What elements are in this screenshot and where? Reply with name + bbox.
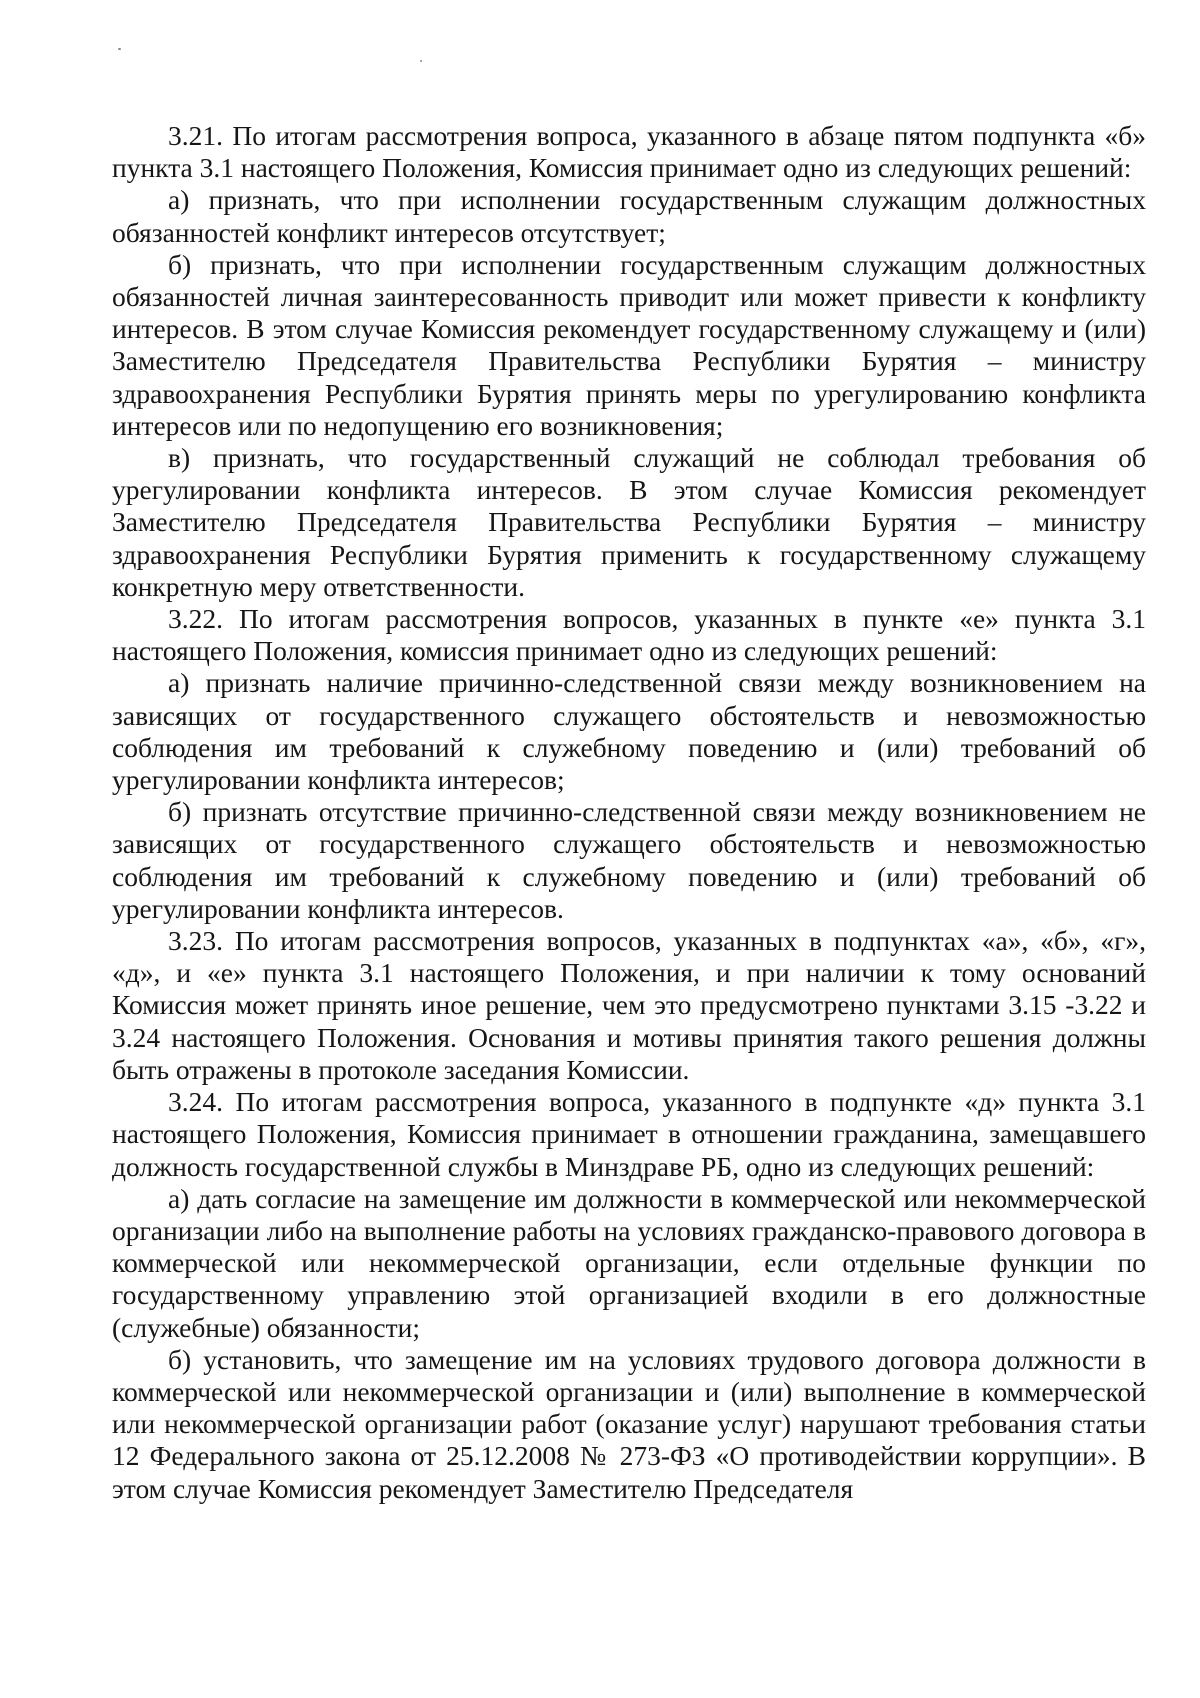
paragraph-3-24: 3.24. По итогам рассмотрения вопроса, указанного в подпункте «д» пункта 3.1 настоящего Положения, Комиссия принимает в отношении гражданина, замещавшего должность государственной службы в Минздраве РБ, одно из следующих решений: bbox=[112, 1086, 1146, 1182]
paragraph-3-22-a: а) признать наличие причинно-следственной связи между возникновением на зависящих от государственного служащего обстоятельств и невозможностью соблюдения им требований к служебному поведению и (или) требований об урегулировании конфликта интересов; bbox=[112, 667, 1146, 796]
scan-speck bbox=[420, 60, 422, 62]
paragraph-3-21-v: в) признать, что государственный служащий не соблюдал требования об урегулировании конфликта интересов. В этом случае Комиссия рекомендует Заместителю Председателя Правительства Республики Бурятия – министру здравоохранения Республики Бурятия применить к государственному служащему конкретную меру ответственности. bbox=[112, 442, 1146, 602]
paragraph-3-21-a: а) признать, что при исполнении государственным служащим должностных обязанностей конфликт интересов отсутствует; bbox=[112, 184, 1146, 248]
paragraph-3-22-b: б) признать отсутствие причинно-следственной связи между возникновением не зависящих от государственного служащего обстоятельств и невозможностью соблюдения им требований к служебному поведению и (или) требований об урегулировании конфликта интересов. bbox=[112, 796, 1146, 924]
scan-speck bbox=[118, 48, 121, 50]
paragraph-3-22: 3.22. По итогам рассмотрения вопросов, указанных в пункте «е» пункта 3.1 настоящего Положения, комиссия принимает одно из следующих решений: bbox=[112, 603, 1146, 667]
paragraph-3-23: 3.23. По итогам рассмотрения вопросов, указанных в подпунктах «а», «б», «г», «д», и «е» пункта 3.1 настоящего Положения, и при наличии к тому оснований Комиссия может принять иное решение, чем это предусмотрено пунктами 3.15 -3.22 и 3.24 настоящего Положения. Основания и мотивы принятия такого решения должны быть отражены в протоколе заседания Комиссии. bbox=[112, 925, 1146, 1085]
document-body bbox=[112, 120, 1146, 1505]
paragraph-3-21: 3.21. По итогам рассмотрения вопроса, указанного в абзаце пятом подпункта «б» пункта 3.1 настоящего Положения, Комиссия принимает одно из следующих решений: bbox=[112, 120, 1146, 184]
paragraph-3-24-a: а) дать согласие на замещение им должности в коммерческой или некоммерческой организации либо на выполнение работы на условиях гражданско-правового договора в коммерческой или некоммерческой организации, если отдельные функции по государственному управлению этой организацией входили в его должностные (служебные) обязанности; bbox=[112, 1182, 1146, 1343]
paragraph-3-24-b: б) установить, что замещение им на условиях трудового договора должности в коммерческой или некоммерческой организации и (или) выполнение в коммерческой или некоммерческой организации работ (оказание услуг) нарушают требования статьи 12 Федерального закона от 25.12.2008 № 273-ФЗ «О противодействии коррупции». В этом случае Комиссия рекомендует Заместителю Председателя bbox=[112, 1343, 1146, 1504]
paragraph-3-21-b: б) признать, что при исполнении государственным служащим должностных обязанностей личная заинтересованность приводит или может привести к конфликту интересов. В этом случае Комиссия рекомендует государственному служащему и (или) Заместителю Председателя Правительства Республики Бурятия – министру здравоохранения Республики Бурятия принять меры по урегулированию конфликта интересов или по недопущению его возникновения; bbox=[112, 248, 1146, 441]
